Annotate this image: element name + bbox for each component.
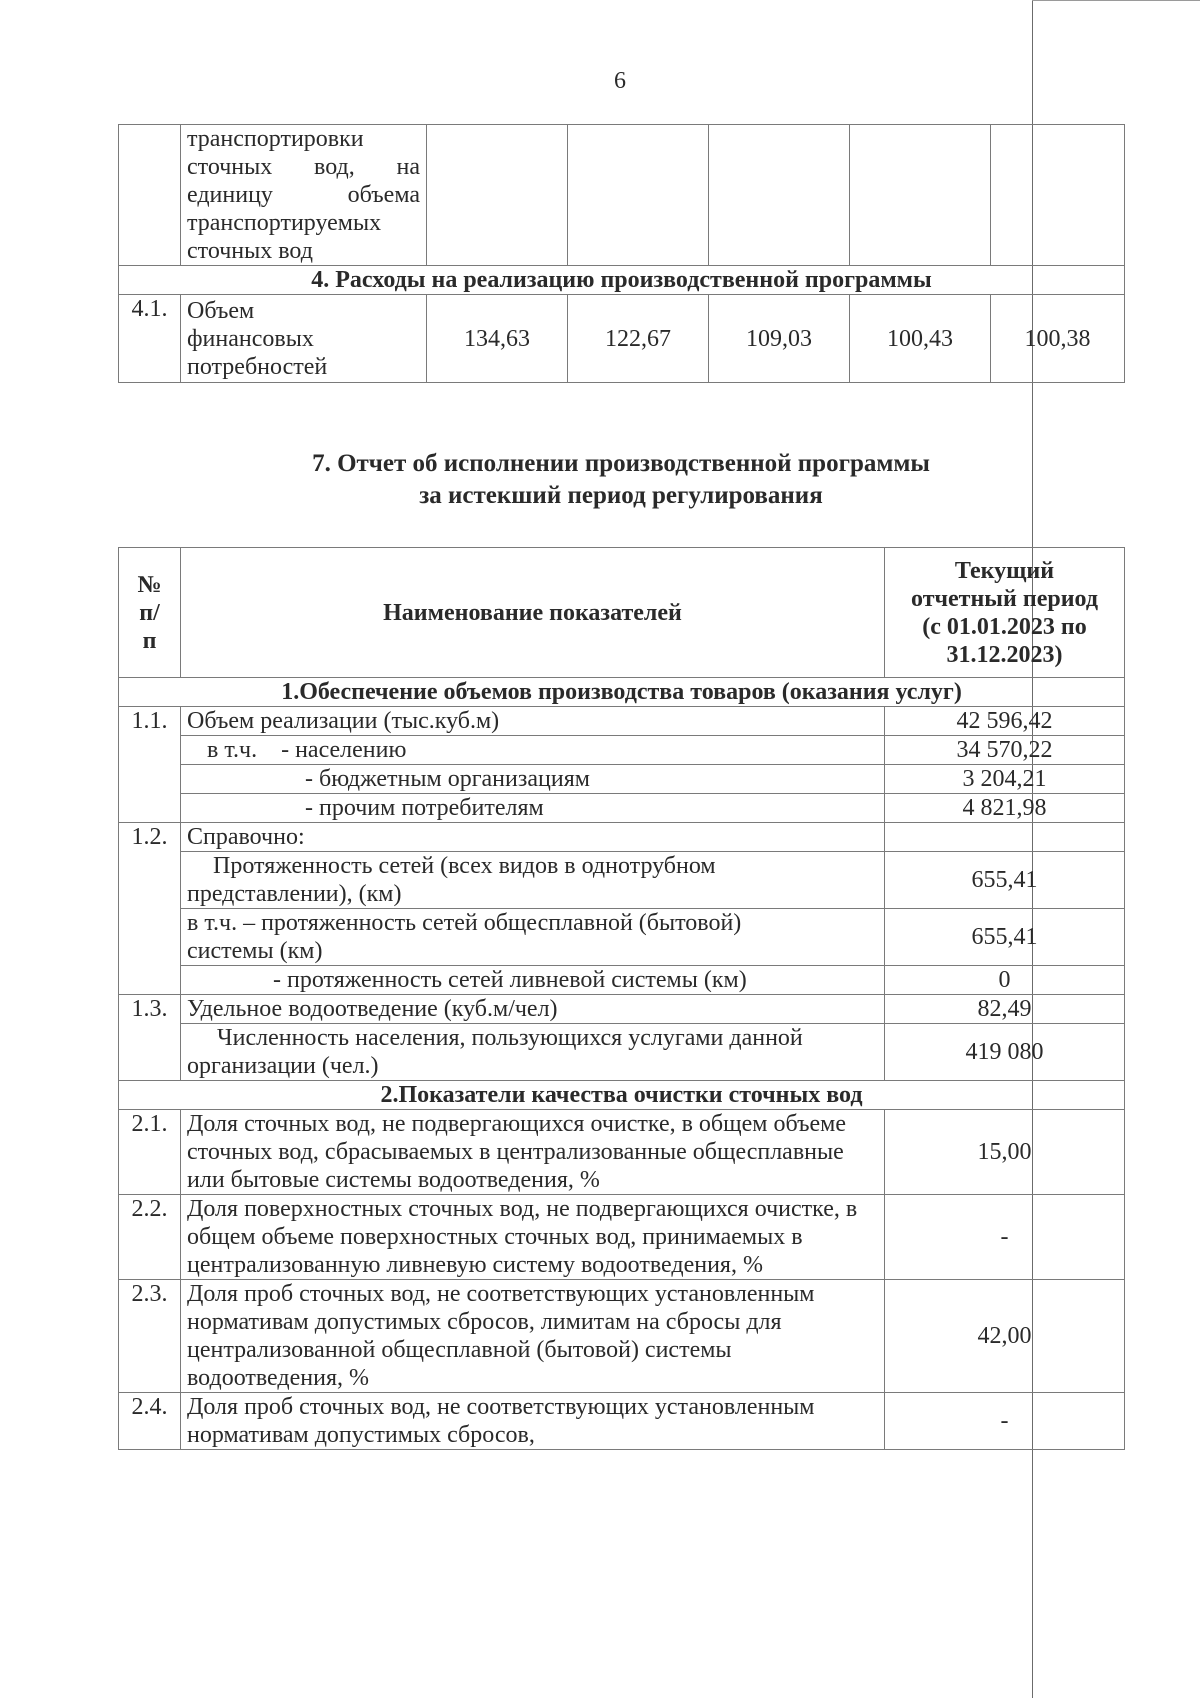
value-cell xyxy=(885,823,1125,852)
row-name: Доля проб сточных вод, не соответствующих установленным нормативам допустимых сбросов, лимитам на сбросы для централизованной общесплавной (бытовой) системы водоотведения, % xyxy=(181,1280,885,1393)
text-line: транспортировки xyxy=(187,126,364,152)
table-row xyxy=(119,736,1125,765)
value-cell: 0 xyxy=(885,966,1125,995)
value-cell: 655,41 xyxy=(885,909,1125,966)
table-row xyxy=(119,295,1125,383)
value-cell: 15,00 xyxy=(885,1110,1125,1195)
row-name: Справочно: xyxy=(181,823,885,852)
table-row xyxy=(119,966,1125,995)
cell-value xyxy=(850,125,991,266)
section-7-title xyxy=(118,448,1124,512)
page-number: 6 xyxy=(614,68,626,94)
header-period xyxy=(885,548,1125,678)
row-name: Удельное водоотведение (куб.м/чел) xyxy=(181,995,885,1024)
row-name: - протяженность сетей ливневой системы (км) xyxy=(181,966,885,995)
table-row xyxy=(119,707,1125,736)
value-cell: 42 596,42 xyxy=(885,707,1125,736)
row-name: в т.ч. - населению xyxy=(181,736,885,765)
value-cell: 419 080 xyxy=(885,1024,1125,1081)
row-number: 1.3. xyxy=(119,995,181,1081)
row-name: - бюджетным организациям xyxy=(181,765,885,794)
value-cell: 122,67 xyxy=(568,295,709,383)
text-line: 31.12.2023) xyxy=(946,641,1063,668)
row-number: 2.2. xyxy=(119,1195,181,1280)
table-row xyxy=(119,995,1125,1024)
value-cell: 134,63 xyxy=(427,295,568,383)
section-4-heading: 4. Расходы на реализацию производственной программы xyxy=(119,266,1125,295)
text-line: Объем xyxy=(187,297,255,324)
table-row xyxy=(119,1024,1125,1081)
cell-value xyxy=(427,125,568,266)
program-report-table xyxy=(118,547,1125,1450)
section-row xyxy=(119,678,1125,707)
text-line: сточных вод xyxy=(187,238,313,264)
financial-needs-table xyxy=(118,124,1125,383)
value-cell: 34 570,22 xyxy=(885,736,1125,765)
text-line: потребностей xyxy=(187,353,328,380)
row-name xyxy=(181,295,427,383)
row-number: 1.1. xyxy=(119,707,181,823)
header-row xyxy=(119,548,1125,678)
row-name: Доля сточных вод, не подвергающихся очистке, в общем объеме сточных вод, сбрасываемых в централизованные общесплавные или бытовые системы водоотведения, % xyxy=(181,1110,885,1195)
text-line: Текущий xyxy=(954,557,1055,584)
text-line: отчетный период xyxy=(911,585,1098,612)
value-cell: 109,03 xyxy=(709,295,850,383)
text-line: транспортируемых xyxy=(187,210,382,236)
cell-value xyxy=(568,125,709,266)
header-name: Наименование показателей xyxy=(181,548,885,678)
row-number: 2.3. xyxy=(119,1280,181,1393)
row-name: Протяженность сетей (всех видов в однотрубном представлении), (км) xyxy=(181,852,885,909)
cell-num xyxy=(119,125,181,266)
table-row xyxy=(119,852,1125,909)
title-line: 7. Отчет об исполнении производственной программы xyxy=(312,450,930,477)
row-name: Численность населения, пользующихся услугами данной организации (чел.) xyxy=(181,1024,885,1081)
value-cell: 100,43 xyxy=(850,295,991,383)
value-cell: 655,41 xyxy=(885,852,1125,909)
value-cell: 82,49 xyxy=(885,995,1125,1024)
table-row xyxy=(119,1110,1125,1195)
cell-name-continued xyxy=(181,125,427,266)
table-row xyxy=(119,1280,1125,1393)
section-2-heading: 2.Показатели качества очистки сточных вод xyxy=(119,1081,1125,1110)
row-name: в т.ч. – протяженность сетей общесплавной (бытовой) системы (км) xyxy=(181,909,885,966)
row-name: Доля поверхностных сточных вод, не подвергающихся очистке, в общем объеме поверхностных сточных вод, принимаемых в централизованную ливневую систему водоотведения, % xyxy=(181,1195,885,1280)
cell-value xyxy=(709,125,850,266)
table-row xyxy=(119,765,1125,794)
table-row xyxy=(119,1393,1125,1450)
value-cell: 4 821,98 xyxy=(885,794,1125,823)
value-cell: 100,38 xyxy=(991,295,1125,383)
text-line: единицу объема xyxy=(187,182,420,208)
value-cell: - xyxy=(885,1393,1125,1450)
text-line: финансовых xyxy=(187,325,314,352)
table-row xyxy=(119,1195,1125,1280)
table-row xyxy=(119,909,1125,966)
value-cell: 3 204,21 xyxy=(885,765,1125,794)
header-num: № п/п xyxy=(119,548,181,678)
row-number: 2.1. xyxy=(119,1110,181,1195)
row-name: Объем реализации (тыс.куб.м) xyxy=(181,707,885,736)
value-cell: - xyxy=(885,1195,1125,1280)
text-line: (с 01.01.2023 по xyxy=(922,613,1087,640)
row-number: 4.1. xyxy=(119,295,181,383)
table-row xyxy=(119,125,1125,266)
section-1-heading: 1.Обеспечение объемов производства товаров (оказания услуг) xyxy=(119,678,1125,707)
text-line: сточных вод, на xyxy=(187,154,420,180)
row-name: - прочим потребителям xyxy=(181,794,885,823)
scan-edge-line-top xyxy=(1032,0,1200,1)
title-line: за истекший период регулирования xyxy=(419,482,823,509)
row-number: 1.2. xyxy=(119,823,181,995)
section-row xyxy=(119,1081,1125,1110)
row-name: Доля проб сточных вод, не соответствующих установленным нормативам допустимых сбросов, xyxy=(181,1393,885,1450)
row-number: 2.4. xyxy=(119,1393,181,1450)
section-row xyxy=(119,266,1125,295)
cell-value xyxy=(991,125,1125,266)
table-row xyxy=(119,823,1125,852)
value-cell: 42,00 xyxy=(885,1280,1125,1393)
table-row xyxy=(119,794,1125,823)
